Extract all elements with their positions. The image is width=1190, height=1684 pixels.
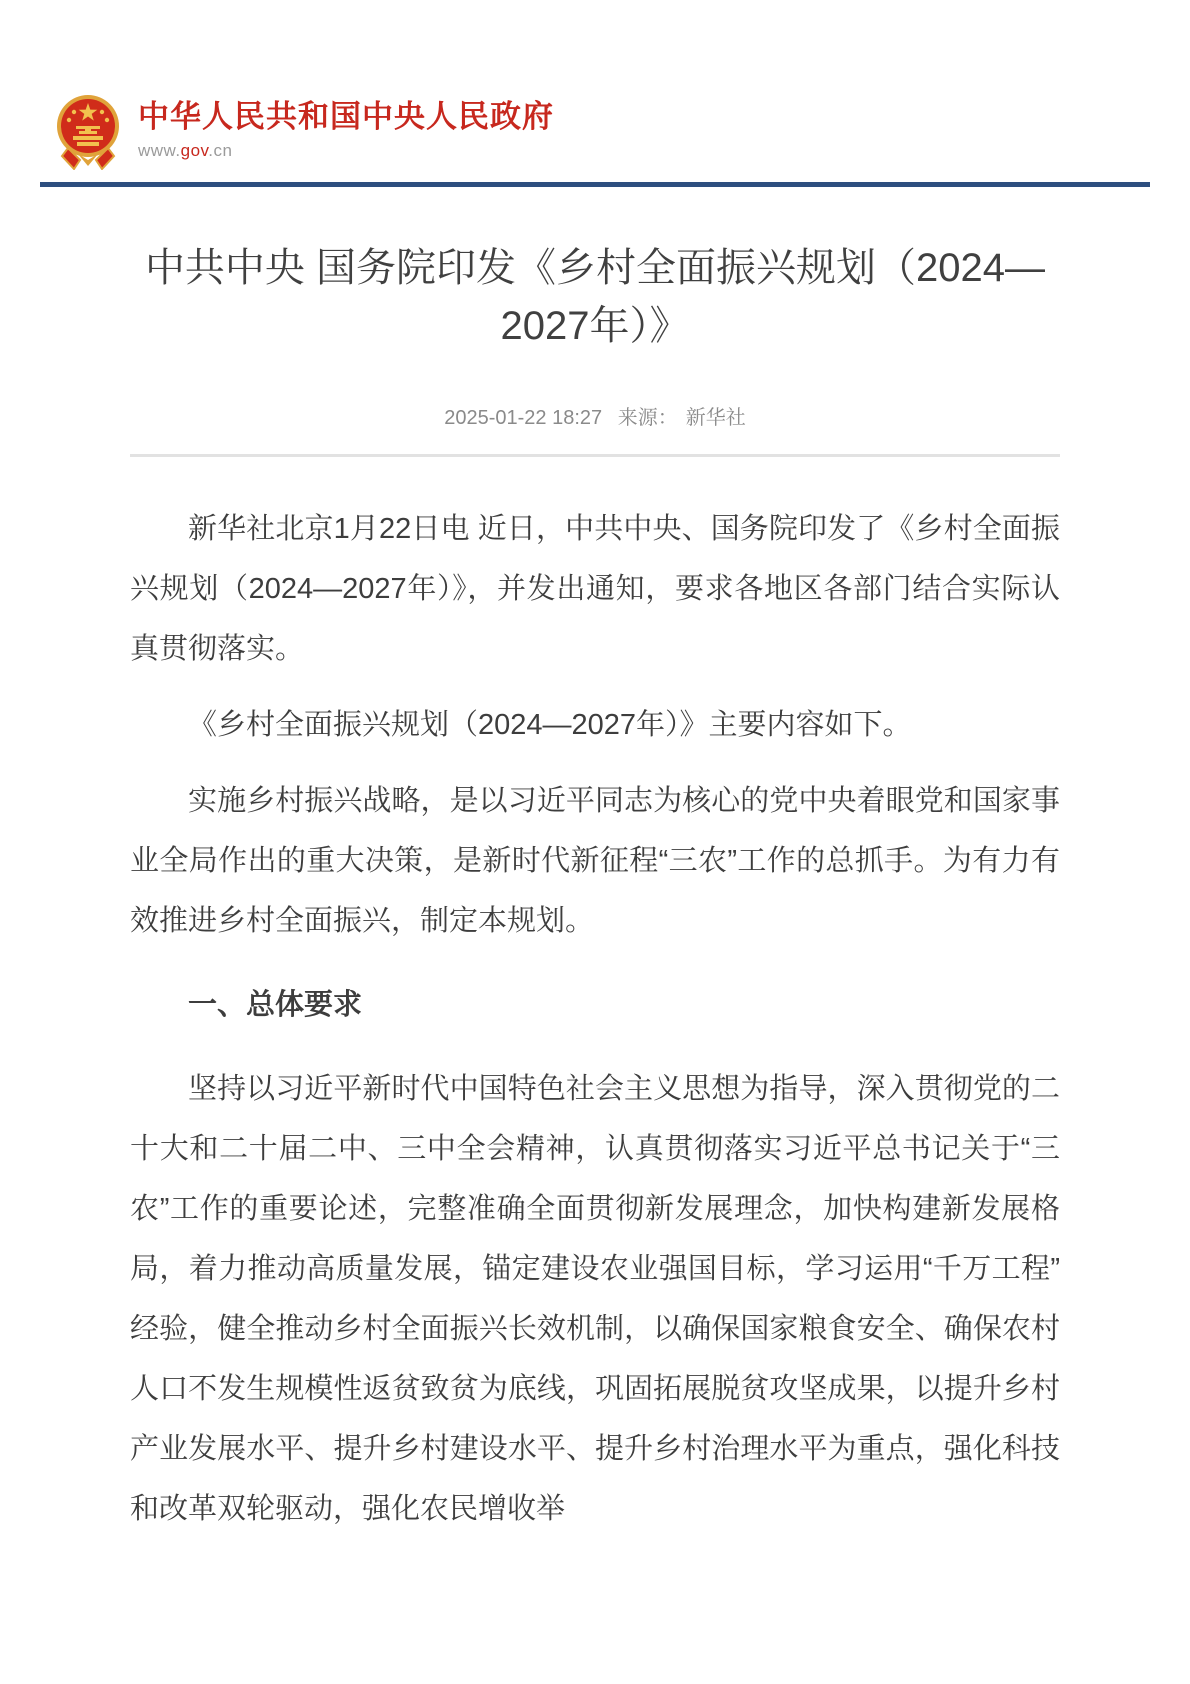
site-url <box>138 141 554 161</box>
site-identity <box>138 99 554 161</box>
paragraph-section1: 坚持以习近平新时代中国特色社会主义思想为指导，深入贯彻党的二十大和二十届二中、三中全会精神，认真贯彻落实习近平总书记关于“三农”工作的重要论述，完整准确全面贯彻新发展理念，加快构建新发展格局，着力推动高质量发展，锚定建设农业强国目标，学习运用“千万工程”经验，健全推动乡村全面振兴长效机制，以确保国家粮食安全、确保农村人口不发生规模性返贫致贫为底线，巩固拓展脱贫攻坚成果，以提升乡村产业发展水平、提升乡村建设水平、提升乡村治理水平为重点，强化科技和改革双轮驱动，强化农民增收举 <box>130 1073 1060 1525</box>
site-url-www: www. <box>138 141 181 160</box>
article-main <box>130 239 1060 1539</box>
article-meta <box>130 401 1060 430</box>
publish-datetime: 2025-01-22 18:27 <box>444 407 603 429</box>
site-header <box>0 0 1190 187</box>
site-title: 中华人民共和国中央人民政府 <box>138 99 554 134</box>
article-title: 中共中央 国务院印发《乡村全面振兴规划（2024—2027年）》 <box>144 246 1046 348</box>
national-emblem-icon <box>54 90 122 170</box>
section-heading-overall-requirements: 一、总体要求 <box>188 989 363 1021</box>
site-url-gov: gov <box>180 141 209 160</box>
paragraph-lede: 新华社北京1月22日电 近日，中共中央、国务院印发了《乡村全面振兴规划（2024—2027年）》，并发出通知，要求各地区各部门结合实际认真贯彻落实。 <box>130 513 1060 665</box>
paragraph-intro: 《乡村全面振兴规划（2024—2027年）》主要内容如下。 <box>188 709 912 741</box>
site-header-logo-group[interactable] <box>40 90 1150 170</box>
source-link[interactable]: 新华社 <box>685 407 746 429</box>
meta-divider-line <box>130 454 1060 457</box>
site-url-cn: .cn <box>208 141 233 160</box>
header-divider-rule <box>40 182 1150 187</box>
article-body <box>130 499 1060 1539</box>
source-label: 来源： <box>617 407 678 429</box>
paragraph-background: 实施乡村振兴战略，是以习近平同志为核心的党中央着眼党和国家事业全局作出的重大决策，是新时代新征程“三农”工作的总抓手。为有力有效推进乡村全面振兴，制定本规划。 <box>130 785 1060 937</box>
